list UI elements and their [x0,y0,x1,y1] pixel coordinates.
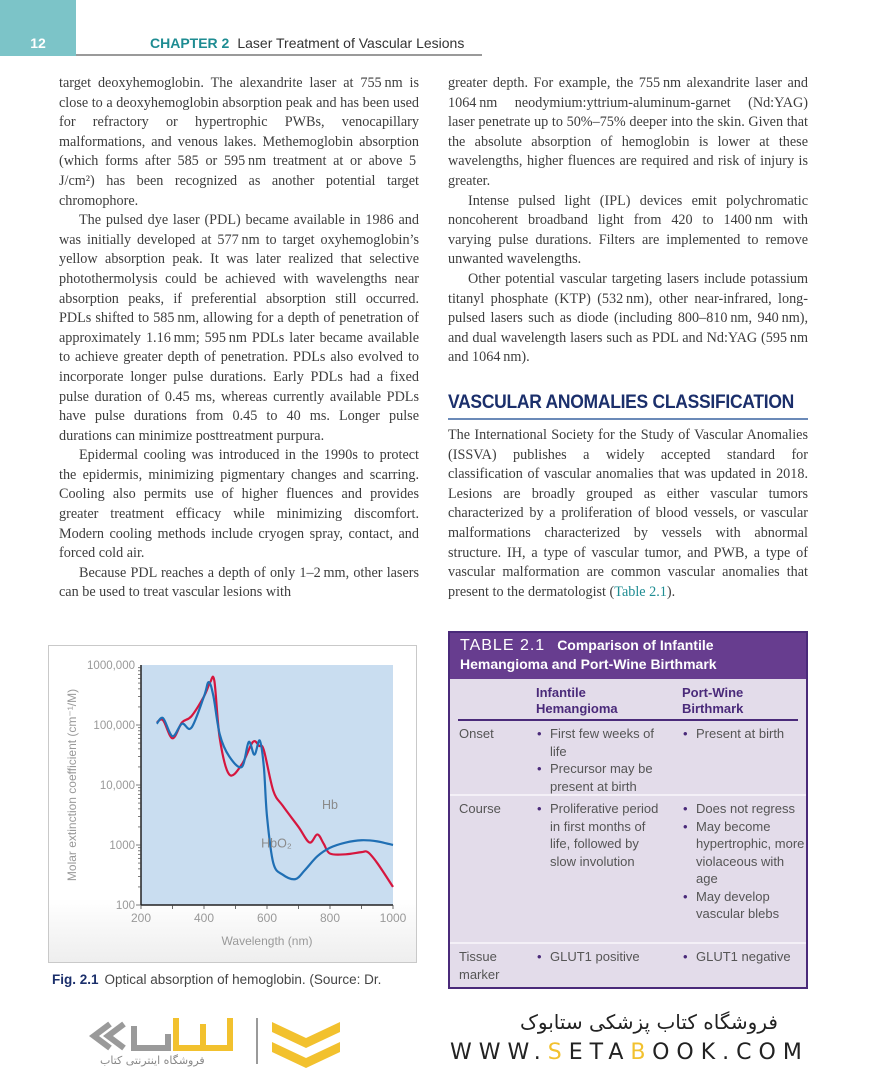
bullet-item: • Proliferative period in first months of life, followed by slow involution [536,800,666,870]
row-label: Tissue marker [459,949,500,982]
store-name: فروشگاه کتاب پزشکی ستابوک [520,1010,778,1034]
running-head [150,35,464,51]
pwb-cell [682,948,806,966]
table-header-row [458,679,798,721]
table-crossref-link[interactable]: Table 2.1 [614,583,667,600]
url-text: ETA [568,1040,631,1065]
x-tick-label: 400 [193,911,215,925]
y-tick-label: 100,000 [93,720,135,732]
x-tick-label: 600 [256,911,278,925]
url-highlight: S [547,1040,569,1065]
figure-caption [52,972,381,987]
series-annotation: Hb [322,797,338,812]
setabook-logo [80,1012,360,1074]
x-tick-label: 1000 [379,911,407,925]
ih-cell [536,800,666,870]
y-tick-label: 1000 [109,840,135,852]
bullet-item: • Precursor may be present at birth [536,760,666,795]
url-text: WWW. [450,1040,548,1065]
paragraph: Epidermal cooling was introduced in the 1990s to protect the epidermis, minimizing pigmentary changes and scarring. Cooling also permits use of higher fluences and provides greater treatment efficacy while minimizing discomfort. Modern cooling methods include cryogen spray, contact, and forced cold air. [59,447,419,562]
x-tick-label: 200 [130,911,152,925]
section-rule [448,418,808,420]
y-tick-label: 100 [115,900,135,912]
right-column [448,74,808,368]
pwb-cell [682,800,806,923]
bullet-item: • GLUT1 positive [536,948,666,966]
left-column [59,74,419,603]
url-text: OOK.COM [652,1040,809,1065]
y-tick-label: 10,000 [99,780,135,792]
x-axis-label: Wavelength (nm) [221,934,313,948]
paragraph: Intense pulsed light (IPL) devices emit polychromatic noncoherent broadband light from 420 to 1400 nm with varying pulse durations. Filters are implemented to remove unwanted wavelengths. [448,192,808,268]
table-title [450,633,806,679]
bullet-item: • May develop vascular blebs [682,888,806,923]
y-tick-label: 1000,000 [87,660,135,672]
y-axis-label: Molar extinction coefficient (cm⁻¹/M) [65,688,79,882]
table-title-line2: Hemangioma and Port-Wine Birthmark [460,656,717,672]
section-text-end: ). [666,583,676,600]
header-line: Infantile [536,685,586,700]
logo-subtitle: فروشگاه اینترنتی کتاب [100,1054,205,1067]
figure-caption-text: Optical absorption of hemoglobin. (Source: Dr. [104,972,382,987]
pwb-cell [682,725,806,743]
table-number: TABLE 2.1 [460,637,546,654]
paragraph: greater depth. For example, the 755 nm alexandrite laser and 1064 nm neodymium:yttrium-aluminum-garnet (Nd:YAG) laser penetrate up to 50%–75% deeper into the skin. Given that the absolute absorption of hemoglobin is lower at these wavelengths, higher fluences are required and risk of injury is greater. [448,75,808,189]
paragraph: target deoxyhemoglobin. The alexandrite laser at 755 nm is close to a deoxyhemoglobin absorption peak and has been used for refractory or hypertrophic PWBs, venocapillary malformations, and venous lakes. Methemoglobin absorption (which forms after 585 or 595 nm treatment at or above 5 J/cm²) has been recognized as another potential target chromophore. [59,75,419,209]
header-line: Birthmark [682,701,744,716]
page-number: 12 [30,35,46,51]
section-text: The International Society for the Study of Vascular Anomalies (ISSVA) publishes a widely accepted standard for classification of vascular anomalies that was updated in 2018. Lesions are broadly grouped as either vascular tumors characterized by a proliferation of blood vessels, or vascular malformations characterized by vessels with abnormal structure. IH, a type of vascular tumor, and PWB, a type of vascular malformation are common vascular anomalies that present to the dermatologist ( [448,427,808,600]
paragraph: Because PDL reaches a depth of only 1–2 mm, other lasers can be used to treat vascular lesions with [59,564,419,601]
x-tick-label: 800 [319,911,341,925]
column-header-ih [536,685,618,717]
row-label: Onset [459,726,494,741]
section-heading: VASCULAR ANOMALIES CLASSIFICATION [448,392,794,413]
series-annotation: HbO₂ [261,836,292,851]
header-rule [76,54,482,56]
bullet-item: • Present at birth [682,725,806,743]
header-line: Port-Wine [682,685,744,700]
plot-area [141,665,393,905]
header-line: Hemangioma [536,701,618,716]
table-row-onset [450,721,806,796]
absorption-chart [48,645,417,963]
chapter-title: Laser Treatment of Vascular Lesions [237,35,465,51]
paragraph: The pulsed dye laser (PDL) became available in 1986 and was initially developed at 577 nm to target oxyhemoglobin’s yellow absorption peak. It was later realized that selective photothermolysis could be achieved with wavelengths near absorption peaks, if preferential absorption still occurred. PDLs shifted to 585 nm, allowing for a depth of penetration of approximately 1.16 mm; 595 nm PDLs later became available to achieve greater depth of penetration. PDLs also evolved to incorporate longer pulse durations. Early PDLs had a fixed pulse duration of 0.45 ms, whereas currently available PDLs have pulse durations from 0.45 to 40 ms. Longer pulse durations can minimize posttreatment purpura. [59,212,419,444]
row-label: Course [459,801,501,816]
ih-cell [536,725,666,795]
section-body [448,426,808,602]
column-header-pwb [682,685,743,717]
table-title-line1: Comparison of Infantile [557,637,714,653]
bullet-item: • Does not regress [682,800,806,818]
bullet-item: • May become hypertrophic, more violaceous with age [682,818,806,888]
comparison-table [448,631,808,989]
chapter-label: CHAPTER 2 [150,35,230,51]
bullet-item: • First few weeks of life [536,725,666,760]
store-url [450,1040,809,1065]
figure-label: Fig. 2.1 [52,972,99,987]
ih-cell [536,948,666,966]
paragraph: Other potential vascular targeting lasers include potassium titanyl phosphate (KTP) (532 nm), other near-infrared, long-pulsed lasers such as diode (including 800–810 nm, 940 nm), and dual wavelength lasers such as PDL and Nd:YAG (595 nm and 1064 nm). [448,270,808,366]
url-highlight: B [630,1040,653,1065]
bullet-item: • GLUT1 negative [682,948,806,966]
table-row-course [450,796,806,944]
table-row-tissue-marker [450,944,806,984]
